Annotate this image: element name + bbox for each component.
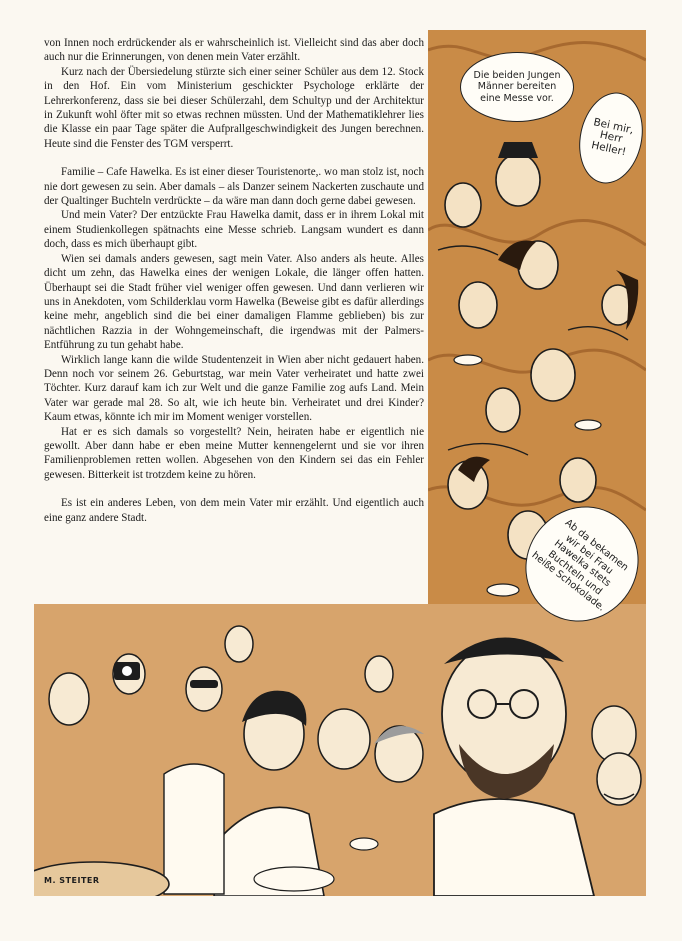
- paragraph-7: Hat er es sich damals so vorgestellt? Nein, heiraten habe er eigentlich nie gewollt. Aber dann habe er eben meine Mutter kennengelernt und sie vor ihren Familienproblemen retten wollen. Abgesehen von den Kindern sei das ein Fehler gewesen. Bitterkeit ist trotzdem keine zu hören.: [44, 425, 424, 481]
- cafe-crowd-illustration: [34, 604, 646, 896]
- speech-balloon-buchteln: Ab da bekamen wir bei Frau Hawelka stets Buchteln und heiße Schokolade.: [502, 484, 661, 645]
- paragraph-3: Familie – Cafe Hawelka. Es ist einer dieser Touristenorte,. wo man stolz ist, noch nie dort gewesen zu sein. Aber damals – als Danzer seinem Nackerten zuschaute und der Qualtinger Buchteln verdrückte – da wäre man dann doch gerne dabei gewesen.: [44, 166, 424, 208]
- paragraph-5: Wien sei damals anders gewesen, sagt mein Vater. Also anders als heute. Alles dicht um zehn, das Hawelka eines der wenigen Lokale, die länger offen hatten. Überhaupt sei die Stadt früher viel weniger offen gewesen. Und dann verlieren wir uns in Anekdoten, vom Schilderklau vorm Hawelka (Beweise gibt es dafür allerdings keine mehr, angeblich sind die bei einer damaligen Flamme geblieben) bis zur nächtlichen Razzia in der Wohngemeinschaft, die irgendwas mit der Palmers-Entführung zu tun gehabt habe.: [44, 252, 424, 352]
- paragraph-6: Wirklich lange kann die wilde Studentenzeit in Wien aber nicht gedauert haben. Denn noch vor seinem 26. Geburtstag, war mein Vater verheiratet und hatte zwei Töchter. Kurz darauf kam ich zur Welt und die ganze Familie zog aufs Land. Mein Vater war gerade mal 28. So alt, wie ich heute bin. Verheiratet und drei Kinder? Kaum etwas, könnte ich mir im Moment weniger vorstellen.: [44, 353, 424, 424]
- cafe-scene-panel-wide: [34, 604, 646, 896]
- paragraph-2: Kurz nach der Übersiedelung stürzte sich einer seiner Schüler aus dem 12. Stock in den Hof. Ein vom Ministerium geschickter Psychologe erklärte der Lehrerkonferenz, dass sie bei dieser Schülerzahl, dem Schultyp und der Architektur in Zukunft wohl öfter mit so etwas rechnen müssten. Und der Mathematiklehrer lies die Klasse ein paar Tage später die Aufprallgeschwindigkeit des Jungen berechnen. Heute sind die Fenster des TGM versperrt.: [44, 65, 424, 150]
- artist-signature: M. STEITER: [44, 876, 100, 885]
- paragraph-8: Es ist ein anderes Leben, von dem mein Vater mir erzählt. Und eigentlich auch eine ganz andere Stadt.: [44, 497, 424, 524]
- speech-balloon-mass: Die beiden Jungen Männer bereiten eine Messe vor.: [460, 52, 574, 122]
- text-column: [44, 36, 424, 525]
- paragraph-4: Und mein Vater? Der entzückte Frau Hawelka damit, dass er in ihrem Lokal mit einem Studienkollegen spätnachts eine Messe schrieb. Langsam wundert es dann doch, dass es mich überhaupt gibt.: [44, 209, 424, 251]
- speech-balloon-heller: Bei mir, Herr Heller!: [571, 87, 651, 190]
- paragraph-1: von Innen noch erdrückender als er wahrscheinlich ist. Vielleicht sind das aber doch auch nur die Erinnerungen, von denen mein Vater erzählt.: [44, 37, 424, 64]
